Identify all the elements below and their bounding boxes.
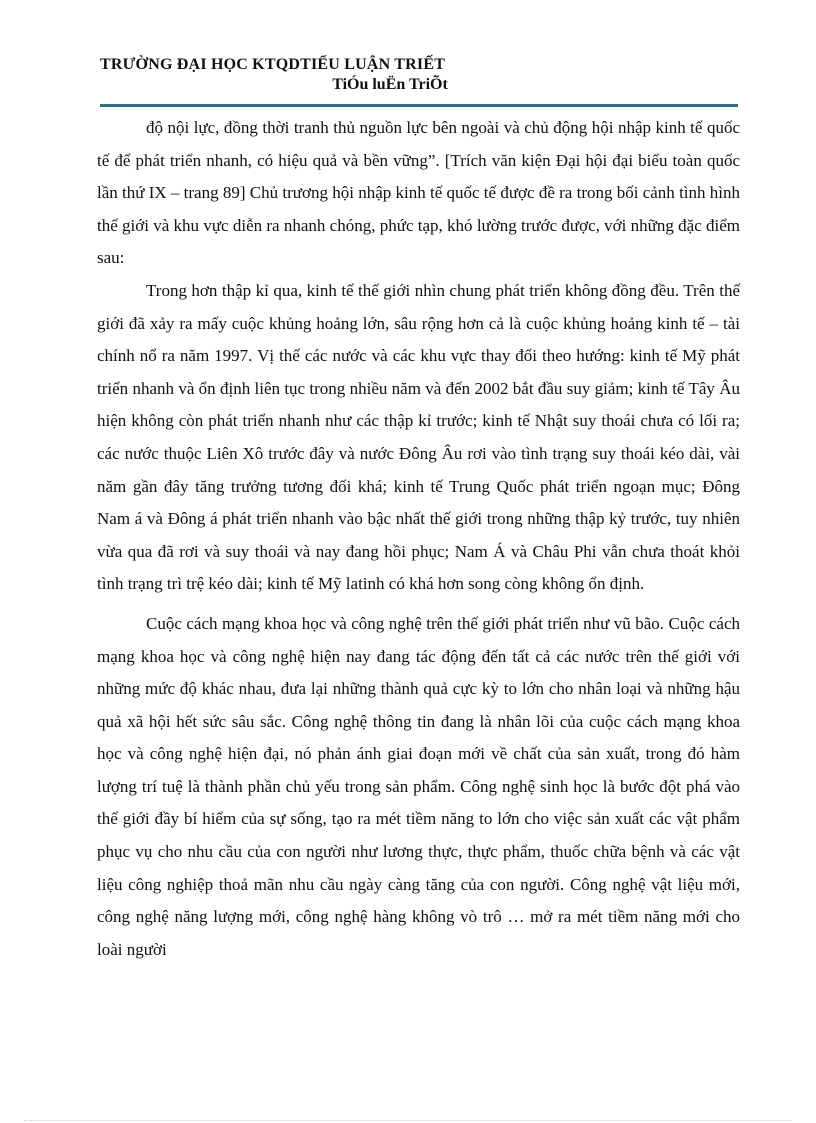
page-header	[100, 56, 740, 94]
document-body	[97, 112, 740, 966]
paragraph-2: Trong hơn thập kỉ qua, kinh tế thế giới nhìn chung phát triển không đồng đều. Trên thế giới đã xảy ra mấy cuộc khủng hoảng lớn, sâu rộng hơn cả là cuộc khủng hoảng kinh tế – tài chính nổ ra năm 1997. Vị thế các nước và các khu vực thay đổi theo hướng: kinh tế Mỹ phát triển nhanh và ổn định liên tục trong nhiều năm và đến 2002 bắt đầu suy giảm; kinh tế Tây Âu hiện không còn phát triển nhanh như các thập kỉ trước; kinh tế Nhật suy thoái chưa có lối ra; các nước thuộc Liên Xô trước đây và nước Đông Âu rơi vào tình trạng suy thoái kéo dài, vài năm gần đây tăng trưởng tương đối khá; kinh tế Trung Quốc phát triển ngoạn mục; Đông Nam á và Đông á phát triển nhanh vào bậc nhất thế giới trong những thập kỷ trước, tuy nhiên vừa qua đã rơi và suy thoái và nay đang hồi phục; Nam Á và Châu Phi vẫn chưa thoát khỏi tình trạng trì trệ kéo dài; kinh tế Mỹ latinh có khá hơn song còng không ổn định.	[97, 280, 740, 594]
header-divider	[100, 104, 738, 107]
header-subtitle: TiÓu luËn TriÕt	[332, 76, 448, 93]
page-bottom-divider	[24, 1120, 792, 1121]
paragraph-1: độ nội lực, đồng thời tranh thủ nguồn lực bên ngoài và chủ động hội nhập kinh tế quốc tế để phát triển nhanh, có hiệu quả và bền vững”. [Trích văn kiện Đại hội đại biểu toàn quốc lần thứ IX – trang 89] Chủ trương hội nhập kinh tế quốc tế được đề ra trong bối cảnh tình hình thế giới và khu vực diễn ra nhanh chóng, phức tạp, khó lường trước được, với những đặc điểm sau:	[97, 118, 740, 268]
paragraph-3: Cuộc cách mạng khoa học và công nghệ trên thế giới phát triển như vũ bão. Cuộc cách mạng khoa học và công nghệ hiện nay đang tác động đến tất cả các nước trên thế giới với những mức độ khác nhau, đưa lại những thành quả cực kỳ to lớn cho nhân loại và những hậu quả xã hội hết sức sâu sắc. Công nghệ thông tin đang là nhân lõi của cuộc cách mạng khoa học và công nghệ hiện đại, nó phản ánh giai đoạn mới về chất của sản xuất, trong đó hàm lượng trí tuệ là thành phần chủ yếu trong sản phẩm. Công nghệ sinh học là bước đột phá vào thế giới đầy bí hiểm của sự sống, tạo ra mét tiềm năng to lớn cho việc sản xuất các vật phẩm phục vụ cho nhu cầu của con người như lương thực, thực phẩm, thuốc chữa bệnh và các vật liệu công nghiệp thoả mãn nhu cầu ngày càng tăng của con người. Công nghệ vật liệu mới, công nghệ năng lượng mới, công nghệ hàng không vò trô … mở ra mét tiềm năng mới cho loài người	[97, 613, 740, 959]
header-title: TRƯỜNG ĐẠI HỌC KTQDTIỂU LUẬN TRIẾT	[100, 56, 446, 73]
